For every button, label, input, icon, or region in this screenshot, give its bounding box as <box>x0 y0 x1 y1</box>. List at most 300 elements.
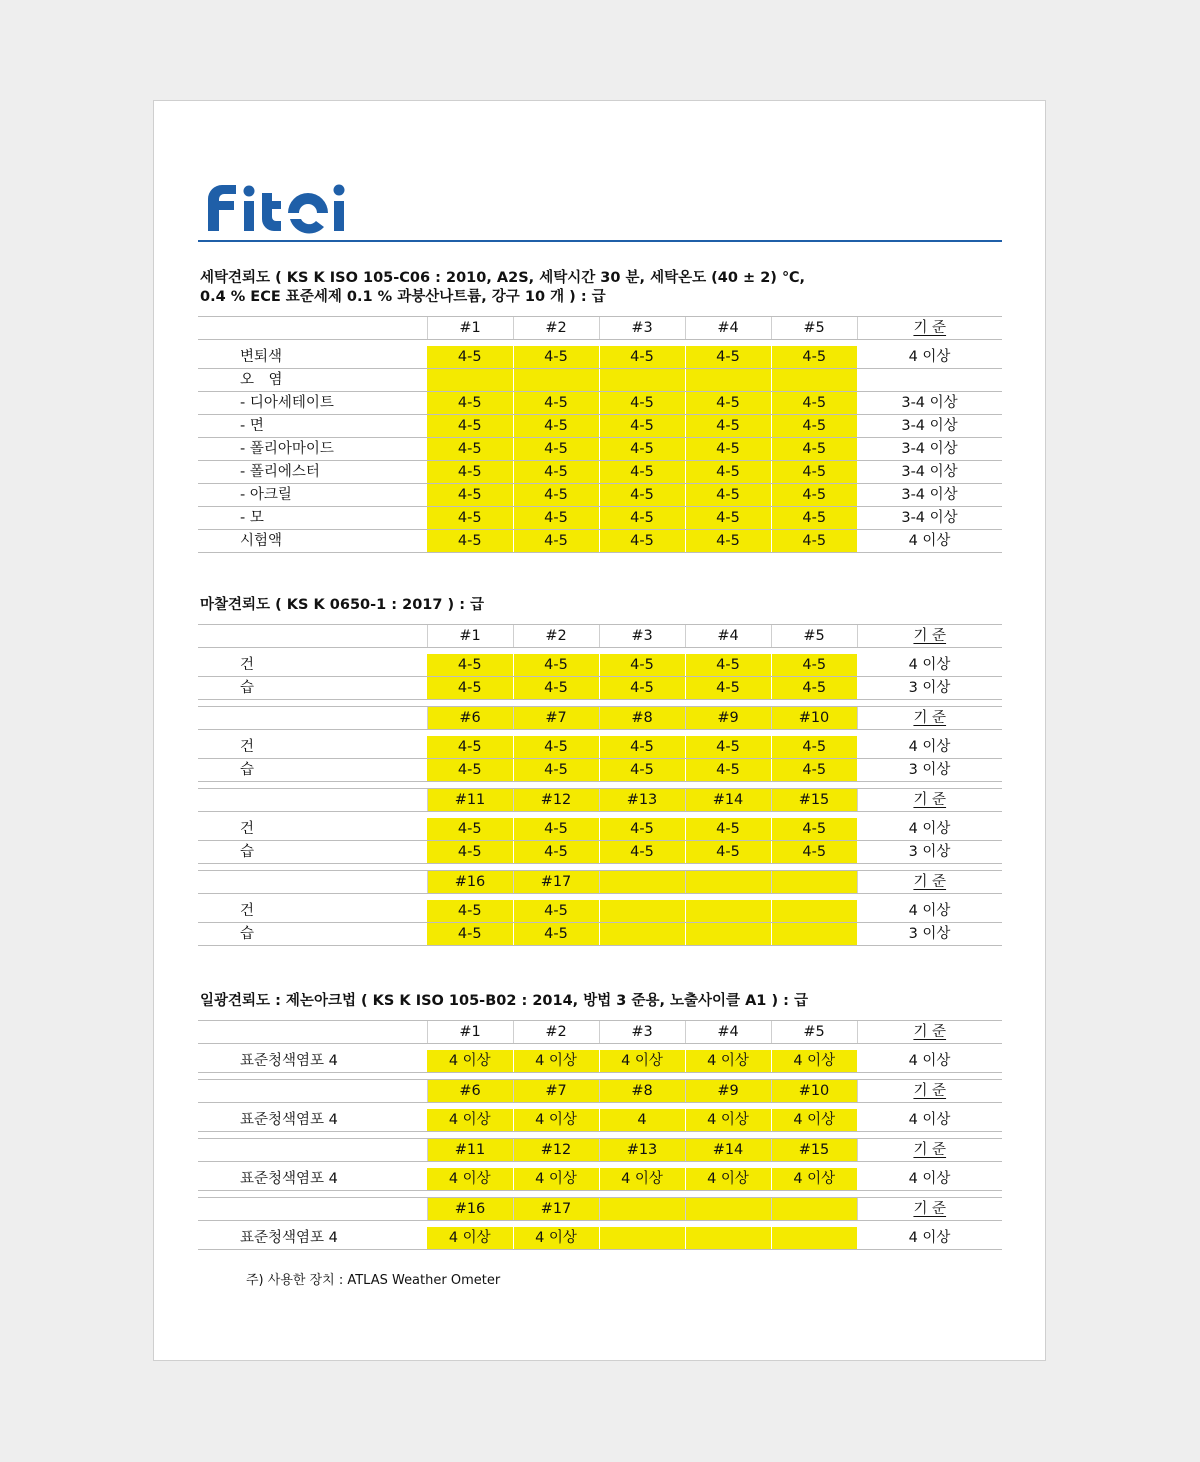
sample-header: #13 <box>599 789 685 812</box>
grade-cell: 4-5 <box>599 461 685 484</box>
row-label: 표준청색염포 4 <box>198 1050 427 1073</box>
grade-cell <box>771 1227 857 1250</box>
sample-header <box>599 1198 685 1221</box>
spacer-row <box>198 1073 1002 1080</box>
grade-cell: 4 이상 <box>513 1227 599 1250</box>
standard-cell: 3-4 이상 <box>857 415 1002 438</box>
standard-cell: 4 이상 <box>857 736 1002 759</box>
header-row <box>198 1080 1002 1103</box>
fiti-logo <box>198 175 348 235</box>
standard-cell: 4 이상 <box>857 818 1002 841</box>
header-row <box>198 1021 1002 1044</box>
standard-header-label: 기 준 <box>913 320 947 336</box>
spacer-cell <box>857 1073 1002 1080</box>
grade-cell: 4-5 <box>685 392 771 415</box>
grade-cell: 4 이상 <box>599 1050 685 1073</box>
table-row <box>198 736 1002 759</box>
sample-header: #12 <box>513 1139 599 1162</box>
row-label: 시험액 <box>198 530 427 553</box>
standard-header <box>857 1198 1002 1221</box>
grade-cell: 4-5 <box>771 507 857 530</box>
grade-cell: 4-5 <box>599 818 685 841</box>
header-label-cell <box>198 625 427 648</box>
sample-header: #15 <box>771 789 857 812</box>
table-row <box>198 1050 1002 1073</box>
standard-cell: 4 이상 <box>857 530 1002 553</box>
grade-cell: 4-5 <box>771 677 857 700</box>
header-row <box>198 789 1002 812</box>
grade-cell: 4-5 <box>513 461 599 484</box>
sample-header: #1 <box>427 1021 513 1044</box>
grade-cell: 4-5 <box>427 900 513 923</box>
grade-cell: 4-5 <box>427 461 513 484</box>
grade-cell <box>771 369 857 392</box>
grade-cell: 4 이상 <box>513 1050 599 1073</box>
wash-title-line2: 0.4 % ECE 표준세제 0.1 % 과붕산나트륨, 강구 10 개 ) : 급 <box>200 289 606 305</box>
header-rule <box>198 240 1002 242</box>
grade-cell: 4-5 <box>513 484 599 507</box>
sample-header: #10 <box>771 1080 857 1103</box>
spacer-row <box>198 1132 1002 1139</box>
grade-cell: 4 이상 <box>513 1168 599 1191</box>
sample-header: #16 <box>427 871 513 894</box>
spacer-row <box>198 700 1002 707</box>
sample-header: #9 <box>685 707 771 730</box>
sample-header: #17 <box>513 871 599 894</box>
spacer-cell <box>513 1191 599 1198</box>
spacer-cell <box>857 1132 1002 1139</box>
grade-cell: 4-5 <box>513 654 599 677</box>
table-row <box>198 759 1002 782</box>
spacer-cell <box>427 1073 513 1080</box>
spacer-row <box>198 864 1002 871</box>
spacer-cell <box>427 1191 513 1198</box>
grade-cell: 4-5 <box>427 654 513 677</box>
spacer-cell <box>771 1132 857 1139</box>
standard-cell <box>857 369 1002 392</box>
row-label: 건 <box>198 900 427 923</box>
wash-title-line1: 세탁견뢰도 ( KS K ISO 105-C06 : 2010, A2S, 세탁시간 30 분, 세탁온도 (40 ± 2) ℃, <box>200 270 806 286</box>
header-row <box>198 871 1002 894</box>
sample-header: #16 <box>427 1198 513 1221</box>
header-label-cell <box>198 871 427 894</box>
grade-cell: 4-5 <box>771 461 857 484</box>
standard-header-label: 기 준 <box>913 1083 947 1099</box>
spacer-cell <box>685 864 771 871</box>
grade-cell: 4 이상 <box>513 1109 599 1132</box>
row-label: 건 <box>198 736 427 759</box>
standard-cell: 4 이상 <box>857 1168 1002 1191</box>
spacer-cell <box>513 782 599 789</box>
standard-cell: 4 이상 <box>857 1227 1002 1250</box>
sample-header: #5 <box>771 625 857 648</box>
spacer-cell <box>599 700 685 707</box>
sample-header <box>771 871 857 894</box>
sample-header: #17 <box>513 1198 599 1221</box>
standard-header-label: 기 준 <box>913 1142 947 1158</box>
grade-cell <box>685 900 771 923</box>
standard-cell: 4 이상 <box>857 900 1002 923</box>
standard-header-label: 기 준 <box>913 874 947 890</box>
spacer-cell <box>427 700 513 707</box>
grade-cell: 4-5 <box>513 841 599 864</box>
table-row <box>198 900 1002 923</box>
grade-cell: 4 이상 <box>427 1168 513 1191</box>
sample-header: #11 <box>427 789 513 812</box>
spacer-cell <box>427 782 513 789</box>
spacer-cell <box>198 1073 427 1080</box>
grade-cell: 4-5 <box>427 841 513 864</box>
grade-cell <box>685 923 771 946</box>
grade-cell: 4 이상 <box>685 1109 771 1132</box>
standard-cell: 3-4 이상 <box>857 484 1002 507</box>
sample-header: #6 <box>427 1080 513 1103</box>
spacer-cell <box>857 1191 1002 1198</box>
sample-header: #1 <box>427 317 513 340</box>
grade-cell: 4-5 <box>427 415 513 438</box>
row-label: 습 <box>198 677 427 700</box>
grade-cell: 4-5 <box>513 759 599 782</box>
spacer-cell <box>857 700 1002 707</box>
sample-header: #12 <box>513 789 599 812</box>
grade-cell <box>427 369 513 392</box>
grade-cell: 4-5 <box>685 438 771 461</box>
grade-cell <box>599 369 685 392</box>
grade-cell: 4-5 <box>427 530 513 553</box>
sample-header: #9 <box>685 1080 771 1103</box>
spacer-cell <box>198 864 427 871</box>
standard-cell: 3 이상 <box>857 677 1002 700</box>
table-row <box>198 507 1002 530</box>
grade-cell: 4-5 <box>427 736 513 759</box>
spacer-cell <box>427 864 513 871</box>
spacer-cell <box>599 1073 685 1080</box>
grade-cell <box>771 923 857 946</box>
grade-cell: 4-5 <box>427 818 513 841</box>
grade-cell: 4-5 <box>771 346 857 369</box>
standard-header <box>857 625 1002 648</box>
standard-cell: 3-4 이상 <box>857 461 1002 484</box>
standard-header <box>857 1021 1002 1044</box>
grade-cell: 4-5 <box>771 530 857 553</box>
grade-cell: 4-5 <box>685 461 771 484</box>
grade-cell: 4-5 <box>685 736 771 759</box>
table-row <box>198 654 1002 677</box>
spacer-cell <box>599 864 685 871</box>
grade-cell: 4-5 <box>427 759 513 782</box>
grade-cell <box>771 900 857 923</box>
standard-header <box>857 317 1002 340</box>
grade-cell: 4-5 <box>513 677 599 700</box>
spacer-cell <box>685 700 771 707</box>
grade-cell: 4-5 <box>599 654 685 677</box>
grade-cell: 4-5 <box>599 415 685 438</box>
grade-cell: 4-5 <box>427 923 513 946</box>
spacer-cell <box>771 864 857 871</box>
row-label: 습 <box>198 841 427 864</box>
spacer-cell <box>599 1132 685 1139</box>
spacer-cell <box>857 864 1002 871</box>
grade-cell: 4-5 <box>685 484 771 507</box>
grade-cell: 4-5 <box>513 923 599 946</box>
sample-header: #4 <box>685 625 771 648</box>
spacer-cell <box>771 1073 857 1080</box>
row-label: 표준청색염포 4 <box>198 1109 427 1132</box>
grade-cell: 4-5 <box>771 841 857 864</box>
standard-header-label: 기 준 <box>913 710 947 726</box>
grade-cell <box>599 1227 685 1250</box>
header-label-cell <box>198 1139 427 1162</box>
spacer-row <box>198 782 1002 789</box>
sample-header: #5 <box>771 317 857 340</box>
standard-cell: 3 이상 <box>857 759 1002 782</box>
grade-cell: 4-5 <box>427 438 513 461</box>
sample-header: #14 <box>685 1139 771 1162</box>
grade-cell: 4-5 <box>513 507 599 530</box>
table-row <box>198 1227 1002 1250</box>
spacer-cell <box>513 864 599 871</box>
standard-cell: 4 이상 <box>857 346 1002 369</box>
grade-cell: 4-5 <box>599 759 685 782</box>
grade-cell <box>685 369 771 392</box>
grade-cell: 4-5 <box>685 841 771 864</box>
grade-cell: 4-5 <box>685 654 771 677</box>
table-row <box>198 818 1002 841</box>
row-label: 표준청색염포 4 <box>198 1168 427 1191</box>
spacer-cell <box>198 782 427 789</box>
header-row <box>198 1139 1002 1162</box>
grade-cell: 4-5 <box>599 438 685 461</box>
grade-cell: 4-5 <box>513 346 599 369</box>
sample-header: #7 <box>513 707 599 730</box>
row-label: 표준청색염포 4 <box>198 1227 427 1250</box>
light-fastness-table <box>198 1020 1002 1250</box>
standard-cell: 3 이상 <box>857 841 1002 864</box>
spacer-cell <box>198 700 427 707</box>
row-label: - 폴리아마이드 <box>198 438 427 461</box>
grade-cell: 4-5 <box>685 415 771 438</box>
row-label: - 면 <box>198 415 427 438</box>
grade-cell: 4-5 <box>771 484 857 507</box>
standard-header <box>857 707 1002 730</box>
grade-cell: 4 이상 <box>685 1168 771 1191</box>
standard-cell: 3-4 이상 <box>857 507 1002 530</box>
row-label: 습 <box>198 759 427 782</box>
sample-header: #3 <box>599 1021 685 1044</box>
grade-cell: 4-5 <box>513 392 599 415</box>
grade-cell: 4-5 <box>599 677 685 700</box>
sample-header: #3 <box>599 625 685 648</box>
grade-cell: 4-5 <box>427 392 513 415</box>
spacer-cell <box>198 1132 427 1139</box>
table-row <box>198 841 1002 864</box>
grade-cell: 4-5 <box>513 438 599 461</box>
standard-header <box>857 1139 1002 1162</box>
header-label-cell <box>198 789 427 812</box>
grade-cell: 4-5 <box>513 415 599 438</box>
sample-header: #1 <box>427 625 513 648</box>
spacer-cell <box>771 700 857 707</box>
spacer-cell <box>685 1073 771 1080</box>
grade-cell <box>513 369 599 392</box>
spacer-cell <box>198 1191 427 1198</box>
grade-cell: 4-5 <box>771 438 857 461</box>
standard-header <box>857 789 1002 812</box>
grade-cell: 4 이상 <box>427 1050 513 1073</box>
sample-header: #8 <box>599 1080 685 1103</box>
sample-header: #10 <box>771 707 857 730</box>
grade-cell: 4 이상 <box>599 1168 685 1191</box>
grade-cell: 4-5 <box>685 818 771 841</box>
row-label: - 모 <box>198 507 427 530</box>
grade-cell: 4-5 <box>513 736 599 759</box>
table-row <box>198 677 1002 700</box>
sample-header: #3 <box>599 317 685 340</box>
standard-cell: 3-4 이상 <box>857 438 1002 461</box>
sample-header: #2 <box>513 625 599 648</box>
table-row <box>198 415 1002 438</box>
header-label-cell <box>198 1021 427 1044</box>
header-label-cell <box>198 317 427 340</box>
spacer-cell <box>599 782 685 789</box>
grade-cell: 4 <box>599 1109 685 1132</box>
equipment-note: 주) 사용한 장치 : ATLAS Weather Ometer <box>246 1273 501 1288</box>
grade-cell: 4-5 <box>427 346 513 369</box>
standard-header <box>857 1080 1002 1103</box>
grade-cell: 4-5 <box>513 900 599 923</box>
grade-cell: 4 이상 <box>427 1227 513 1250</box>
table-row <box>198 484 1002 507</box>
grade-cell <box>685 1227 771 1250</box>
standard-header <box>857 871 1002 894</box>
sample-header <box>685 1198 771 1221</box>
grade-cell: 4 이상 <box>771 1109 857 1132</box>
row-label: - 디아세테이트 <box>198 392 427 415</box>
spacer-cell <box>513 1073 599 1080</box>
standard-cell: 4 이상 <box>857 1050 1002 1073</box>
grade-cell: 4-5 <box>685 677 771 700</box>
standard-cell: 4 이상 <box>857 654 1002 677</box>
standard-header-label: 기 준 <box>913 792 947 808</box>
spacer-cell <box>771 782 857 789</box>
grade-cell: 4 이상 <box>771 1050 857 1073</box>
row-label: - 폴리에스터 <box>198 461 427 484</box>
table-row <box>198 1168 1002 1191</box>
grade-cell: 4-5 <box>685 759 771 782</box>
grade-cell: 4-5 <box>771 654 857 677</box>
sample-header: #7 <box>513 1080 599 1103</box>
header-label-cell <box>198 707 427 730</box>
spacer-cell <box>685 782 771 789</box>
sample-header: #6 <box>427 707 513 730</box>
grade-cell: 4-5 <box>685 530 771 553</box>
grade-cell: 4-5 <box>599 346 685 369</box>
header-row <box>198 1198 1002 1221</box>
grade-cell: 4-5 <box>685 507 771 530</box>
header-row <box>198 625 1002 648</box>
sample-header: #4 <box>685 317 771 340</box>
spacer-cell <box>599 1191 685 1198</box>
table-row <box>198 369 1002 392</box>
wash-fastness-table <box>198 316 1002 553</box>
table-row <box>198 438 1002 461</box>
standard-header-label: 기 준 <box>913 628 947 644</box>
grade-cell: 4-5 <box>427 484 513 507</box>
standard-header-label: 기 준 <box>913 1024 947 1040</box>
sample-header: #5 <box>771 1021 857 1044</box>
sample-header: #2 <box>513 1021 599 1044</box>
grade-cell: 4-5 <box>513 818 599 841</box>
header-row <box>198 707 1002 730</box>
table-row <box>198 1109 1002 1132</box>
spacer-cell <box>771 1191 857 1198</box>
table-row <box>198 346 1002 369</box>
grade-cell: 4-5 <box>599 841 685 864</box>
grade-cell: 4-5 <box>513 530 599 553</box>
spacer-cell <box>857 782 1002 789</box>
sample-header: #4 <box>685 1021 771 1044</box>
spacer-cell <box>427 1132 513 1139</box>
grade-cell: 4-5 <box>427 507 513 530</box>
spacer-cell <box>685 1132 771 1139</box>
grade-cell: 4-5 <box>599 530 685 553</box>
report-page <box>153 100 1046 1361</box>
grade-cell: 4-5 <box>771 392 857 415</box>
table-row <box>198 461 1002 484</box>
grade-cell: 4-5 <box>685 346 771 369</box>
row-label: 오 염 <box>198 369 427 392</box>
spacer-cell <box>513 1132 599 1139</box>
wash-fastness-title <box>200 269 1000 307</box>
sample-header: #13 <box>599 1139 685 1162</box>
row-label: - 아크릴 <box>198 484 427 507</box>
rub-fastness-title: 마찰견뢰도 ( KS K 0650-1 : 2017 ) : 급 <box>200 597 485 613</box>
spacer-cell <box>685 1191 771 1198</box>
standard-header-label: 기 준 <box>913 1201 947 1217</box>
grade-cell: 4-5 <box>771 818 857 841</box>
standard-cell: 4 이상 <box>857 1109 1002 1132</box>
header-row <box>198 317 1002 340</box>
grade-cell: 4 이상 <box>771 1168 857 1191</box>
sample-header: #14 <box>685 789 771 812</box>
grade-cell: 4 이상 <box>427 1109 513 1132</box>
sample-header: #15 <box>771 1139 857 1162</box>
table-row <box>198 923 1002 946</box>
grade-cell: 4-5 <box>771 415 857 438</box>
rub-fastness-table <box>198 624 1002 946</box>
grade-cell <box>599 900 685 923</box>
grade-cell: 4-5 <box>771 736 857 759</box>
row-label: 습 <box>198 923 427 946</box>
spacer-row <box>198 1191 1002 1198</box>
header-label-cell <box>198 1198 427 1221</box>
sample-header: #8 <box>599 707 685 730</box>
table-row <box>198 530 1002 553</box>
sample-header: #2 <box>513 317 599 340</box>
header-label-cell <box>198 1080 427 1103</box>
row-label: 변퇴색 <box>198 346 427 369</box>
grade-cell: 4-5 <box>427 677 513 700</box>
table-row <box>198 392 1002 415</box>
sample-header <box>599 871 685 894</box>
standard-cell: 3 이상 <box>857 923 1002 946</box>
grade-cell <box>599 923 685 946</box>
row-label: 건 <box>198 654 427 677</box>
row-label: 건 <box>198 818 427 841</box>
grade-cell: 4-5 <box>771 759 857 782</box>
light-fastness-title: 일광견뢰도 : 제논아크법 ( KS K ISO 105-B02 : 2014, 방법 3 준용, 노출사이클 A1 ) : 급 <box>200 993 808 1009</box>
standard-cell: 3-4 이상 <box>857 392 1002 415</box>
